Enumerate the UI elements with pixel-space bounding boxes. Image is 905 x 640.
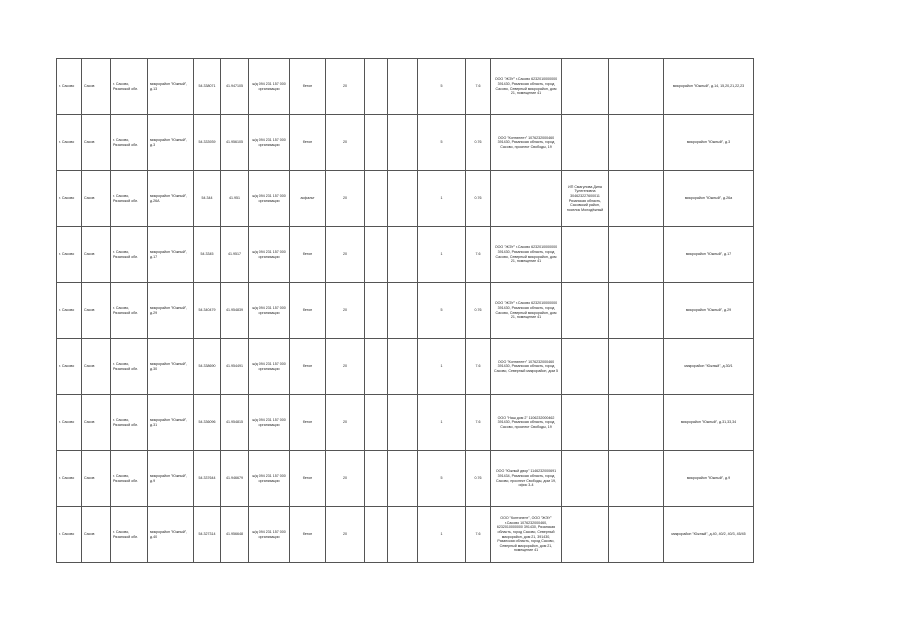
- table-cell: [388, 115, 418, 171]
- table-cell: микрорайон "Южный", д.40: [148, 507, 194, 563]
- table-cell: 54.344: [194, 171, 221, 227]
- table-cell: 5: [418, 59, 466, 115]
- table-cell: г. Сасово, Рязанской обл.: [111, 59, 148, 115]
- table-cell: г. Сасово: [57, 59, 82, 115]
- table-cell: ж/д 094 231 157 000 организации: [249, 59, 290, 115]
- table-cell: [562, 59, 609, 115]
- table-row: [57, 171, 754, 227]
- table-cell: ООО "Наш дом 2" 1106232000462 391430, Рязанская область, город Сасово, проспект Свободы, 19: [491, 395, 562, 451]
- table-cell: 41.956105: [221, 115, 249, 171]
- table-cell: г. Сасово, Рязанской обл.: [111, 395, 148, 451]
- table-cell: 7.6: [466, 227, 491, 283]
- table-cell: 20: [326, 227, 365, 283]
- table-cell: 54.336096: [194, 395, 221, 451]
- table-cell: ж/д 094 231 157 000 организации: [249, 507, 290, 563]
- table-cell: 54.338690: [194, 339, 221, 395]
- table-cell: микрорайон "Южный", д.40, 40/2, 40/3, 45/45: [664, 507, 754, 563]
- table-cell: ж/д 094 231 157 000 организации: [249, 227, 290, 283]
- table-cell: 54.337644: [194, 451, 221, 507]
- table-cell: 1: [418, 227, 466, 283]
- table-cell: микрорайон "Южный", д.31,33,34: [664, 395, 754, 451]
- table-cell: 5: [418, 451, 466, 507]
- table-cell: г. Сасово: [57, 451, 82, 507]
- table-cell: бетон: [290, 115, 326, 171]
- table-cell: микрорайон "Южный", д.9: [148, 451, 194, 507]
- table-row: [57, 283, 754, 339]
- table-row: [57, 395, 754, 451]
- table-cell: г. Сасово, Рязанской обл.: [111, 115, 148, 171]
- table-cell: [365, 115, 388, 171]
- table-cell: бетон: [290, 59, 326, 115]
- table-cell: г. Сасово, Рязанской обл.: [111, 283, 148, 339]
- table-cell: г. Сасово, Рязанской обл.: [111, 507, 148, 563]
- table-cell: г. Сасово: [57, 227, 82, 283]
- table-cell: 41.954839: [221, 283, 249, 339]
- table-cell: ООО "ЖЭУ" г.Сасово 6232010000000 391430, Рязанская область, город Сасово, Северный микрорайон, дом 21, помещение 41: [491, 227, 562, 283]
- table-cell: г. Сасово, Рязанской обл.: [111, 171, 148, 227]
- table-cell: [562, 115, 609, 171]
- table-cell: [388, 227, 418, 283]
- table-body: [57, 59, 754, 563]
- table-cell: 41.947105: [221, 59, 249, 115]
- table-cell: 54.327314: [194, 507, 221, 563]
- table-cell: [388, 59, 418, 115]
- table-cell: [609, 395, 664, 451]
- table-cell: Сасов: [82, 507, 111, 563]
- table-cell: [388, 507, 418, 563]
- table-cell: [388, 451, 418, 507]
- table-cell: г. Сасово, Рязанской обл.: [111, 339, 148, 395]
- table-cell: бетон: [290, 339, 326, 395]
- table-cell: микрорайон "Южный", д.14, 15,20,21,22,23: [664, 59, 754, 115]
- table-row: [57, 507, 754, 563]
- table-cell: [562, 227, 609, 283]
- table-cell: [365, 171, 388, 227]
- table-cell: ООО "Континент" 1076232000460 391430, Рязанская область, город Сасово, Северный микрорайон, дом 5: [491, 339, 562, 395]
- table-cell: г. Сасово, Рязанской обл.: [111, 451, 148, 507]
- table-cell: [609, 507, 664, 563]
- table-cell: бетон: [290, 507, 326, 563]
- table-cell: 20: [326, 59, 365, 115]
- table-cell: 0.76: [466, 283, 491, 339]
- table-cell: 41.956648: [221, 507, 249, 563]
- table-cell: [491, 171, 562, 227]
- table-cell: 20: [326, 507, 365, 563]
- table-row: [57, 451, 754, 507]
- table-cell: 20: [326, 283, 365, 339]
- table-cell: ООО "Континент", ООО "ЖЭУ" г.Сасово 1076232000460, 6232010000000 391430, Рязанская область, город Сасово, Северный микрорайон, дом 21, 391430, Рязанская область, город Сасово, Северный микрорайон, дом 21, помещение 41: [491, 507, 562, 563]
- table-cell: 1: [418, 171, 466, 227]
- table-cell: ООО "Континент" 1076232000460 391430, Рязанская область, город Сасово, проспект Свободы, 19: [491, 115, 562, 171]
- table-cell: г. Сасово: [57, 115, 82, 171]
- table-cell: микрорайон "Южный", д.29: [148, 283, 194, 339]
- table-row: [57, 227, 754, 283]
- table-cell: 54.3345: [194, 227, 221, 283]
- table-cell: г. Сасово: [57, 507, 82, 563]
- table-cell: 20: [326, 395, 365, 451]
- table-cell: г. Сасово: [57, 395, 82, 451]
- table-cell: Сасов: [82, 115, 111, 171]
- table-cell: бетон: [290, 283, 326, 339]
- table-cell: [609, 171, 664, 227]
- table-cell: г. Сасово: [57, 171, 82, 227]
- table-cell: [365, 395, 388, 451]
- table-cell: бетон: [290, 395, 326, 451]
- table-cell: микрорайон "Южный", д.31: [148, 395, 194, 451]
- table-cell: ж/д 094 231 157 000 организации: [249, 115, 290, 171]
- table-cell: 20: [326, 339, 365, 395]
- table-cell: 20: [326, 115, 365, 171]
- table-cell: [609, 227, 664, 283]
- table-cell: ООО "ЖЭУ" г.Сасово 6232010000000 391430, Рязанская область, город Сасово, Северный микрорайон, дом 21, помещение 41: [491, 283, 562, 339]
- table-cell: 0.76: [466, 171, 491, 227]
- table-cell: [609, 451, 664, 507]
- table-cell: бетон: [290, 451, 326, 507]
- table-cell: [609, 59, 664, 115]
- table-cell: ж/д 094 231 157 000 организации: [249, 283, 290, 339]
- table-cell: 7.6: [466, 395, 491, 451]
- table-cell: [562, 451, 609, 507]
- table-cell: 41.9517: [221, 227, 249, 283]
- table-cell: ООО "ЖЭУ" г.Сасово 6232010000000 391430, Рязанская область, город Сасово, Северный микрорайон, дом 21, помещение 41: [491, 59, 562, 115]
- table-cell: [365, 507, 388, 563]
- table-cell: микрорайон "Южный", д.29: [664, 283, 754, 339]
- table-cell: [562, 283, 609, 339]
- table-cell: 0.76: [466, 451, 491, 507]
- table-cell: [562, 507, 609, 563]
- table-cell: [365, 339, 388, 395]
- table-cell: 20: [326, 451, 365, 507]
- table-cell: 5: [418, 283, 466, 339]
- table-cell: [365, 451, 388, 507]
- table-cell: микрорайон "Южный", д.9: [664, 451, 754, 507]
- table-cell: микрорайон "Южный", д.3: [664, 115, 754, 171]
- document-sheet: [56, 58, 754, 563]
- table-cell: 20: [326, 171, 365, 227]
- table-cell: г. Сасово: [57, 283, 82, 339]
- table-cell: микрорайон "Южный", д.30/1: [664, 339, 754, 395]
- table-cell: ж/д 094 231 157 000 организации: [249, 171, 290, 227]
- table-row: [57, 115, 754, 171]
- table-cell: г. Сасово: [57, 339, 82, 395]
- table-cell: бетон: [290, 227, 326, 283]
- table-cell: [365, 283, 388, 339]
- table-row: [57, 339, 754, 395]
- table-cell: 41.954491: [221, 339, 249, 395]
- table-cell: ж/д 094 231 157 000 организации: [249, 451, 290, 507]
- table-cell: микрорайон "Южный", д.17: [148, 227, 194, 283]
- table-cell: Сасов: [82, 451, 111, 507]
- table-cell: [388, 171, 418, 227]
- table-cell: 1: [418, 507, 466, 563]
- table-cell: 5: [418, 115, 466, 171]
- table-cell: [388, 395, 418, 451]
- table-cell: микрорайон "Южный", д.26А: [148, 171, 194, 227]
- table-cell: 1: [418, 339, 466, 395]
- table-cell: 7.6: [466, 339, 491, 395]
- table-cell: ж/д 094 231 157 000 организации: [249, 395, 290, 451]
- table-cell: ИП Смагулова Дина Тулегеновна 304623227600011 Рязанская область, Сасовский район, поселок Молодёжный: [562, 171, 609, 227]
- table-cell: 41.946679: [221, 451, 249, 507]
- table-cell: 7.6: [466, 507, 491, 563]
- table-cell: ООО "Южный двор" 1146232000691 391434, Рязанская область, город Сасово, проспект Свободы, дом 19, офис 3-4: [491, 451, 562, 507]
- table-cell: 1: [418, 395, 466, 451]
- table-cell: [388, 339, 418, 395]
- table-cell: 41.951: [221, 171, 249, 227]
- table-cell: 41.954815: [221, 395, 249, 451]
- table-row: [57, 59, 754, 115]
- table-cell: микрорайон "Южный", д.13: [148, 59, 194, 115]
- table-cell: Сасов: [82, 171, 111, 227]
- table-cell: микрорайон "Южный", д.30: [148, 339, 194, 395]
- table-cell: [365, 227, 388, 283]
- table-cell: Сасов: [82, 59, 111, 115]
- table-cell: [562, 339, 609, 395]
- table-cell: [388, 283, 418, 339]
- table-cell: Сасов: [82, 283, 111, 339]
- table-cell: [609, 115, 664, 171]
- table-cell: 54.333939: [194, 115, 221, 171]
- table-cell: [562, 395, 609, 451]
- registry-table: [56, 58, 754, 563]
- table-cell: [609, 283, 664, 339]
- table-cell: 7.6: [466, 59, 491, 115]
- table-cell: [609, 339, 664, 395]
- table-cell: [365, 59, 388, 115]
- table-cell: асфальт: [290, 171, 326, 227]
- table-cell: ж/д 094 231 157 000 организации: [249, 339, 290, 395]
- table-cell: микрорайон "Южный", д.3: [148, 115, 194, 171]
- table-cell: Сасов: [82, 339, 111, 395]
- table-cell: г. Сасово, Рязанской обл.: [111, 227, 148, 283]
- table-cell: 54.340479: [194, 283, 221, 339]
- table-cell: Сасов: [82, 227, 111, 283]
- table-cell: 54.338071: [194, 59, 221, 115]
- table-cell: Сасов: [82, 395, 111, 451]
- table-cell: микрорайон "Южный", д.17: [664, 227, 754, 283]
- table-cell: микрорайон "Южный", д.26а: [664, 171, 754, 227]
- table-cell: 0.76: [466, 115, 491, 171]
